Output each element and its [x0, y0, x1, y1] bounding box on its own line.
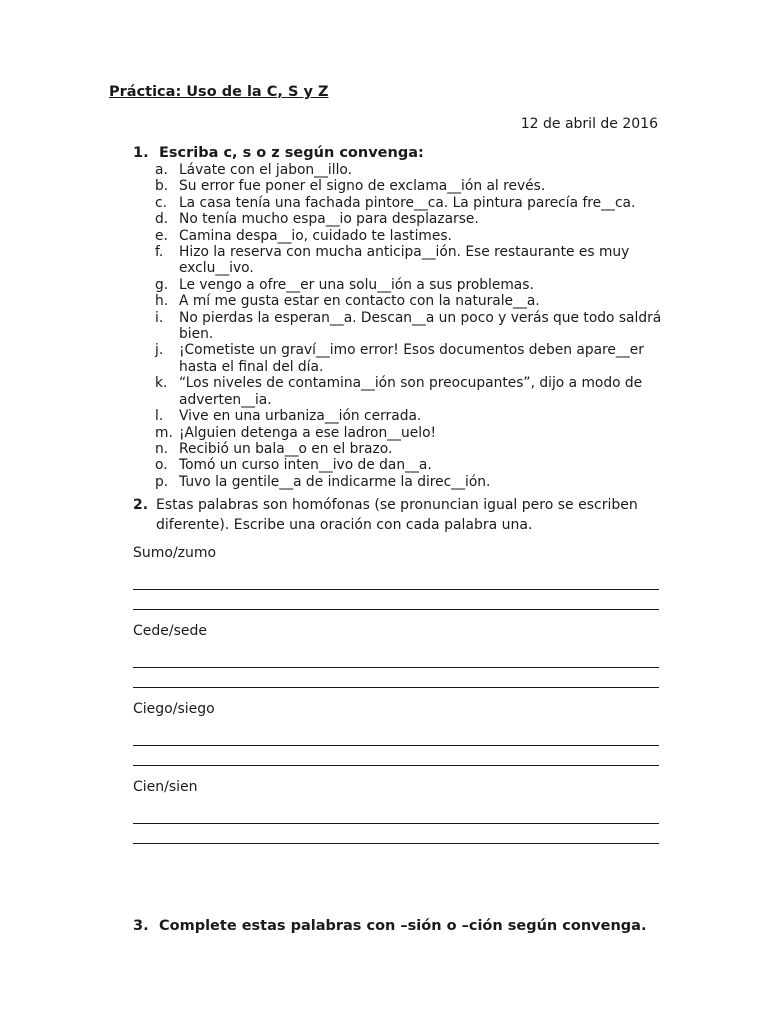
question-2	[133, 495, 673, 535]
exercise-item	[155, 457, 665, 473]
question-1-heading	[133, 145, 424, 161]
item-letter: c.	[155, 194, 167, 211]
item-text: Recibió un bala__o en el brazo.	[179, 440, 393, 457]
question-2-number: 2.	[133, 497, 149, 513]
exercise-item	[155, 474, 665, 490]
item-text: ¡Alguien detenga a ese ladron__uelo!	[179, 424, 437, 441]
exercise-item	[155, 408, 665, 424]
answer-line[interactable]	[133, 843, 659, 844]
question-1-number: 1.	[133, 145, 149, 161]
item-letter: a.	[155, 162, 168, 178]
answer-line[interactable]	[133, 823, 659, 824]
answer-line[interactable]	[133, 667, 659, 668]
item-letter: d.	[155, 211, 169, 228]
item-text: No pierdas la esperan__a. Descan__a un poco y verás que todo saldrá bien.	[179, 309, 662, 343]
exercise-item	[155, 375, 665, 408]
question-1-text: Escriba c, s o z según convenga:	[159, 145, 424, 161]
word-pair-label: Sumo/zumo	[133, 545, 217, 561]
page-title: Práctica: Uso de la C, S y Z	[109, 84, 329, 100]
item-letter: n.	[155, 440, 169, 457]
item-text: ¡Cometiste un graví__imo error! Esos documentos deben apare__er hasta el final del día.	[179, 342, 644, 375]
exercise-item	[155, 228, 665, 244]
exercise-item	[155, 441, 665, 457]
item-letter: o.	[155, 457, 168, 474]
question-1-list	[155, 162, 665, 490]
exercise-item	[155, 277, 665, 293]
answer-line[interactable]	[133, 589, 659, 590]
question-2-text: Estas palabras son homófonas (se pronuncian igual pero se escriben diferente). Escribe una oración con cada palabra una.	[156, 497, 638, 533]
item-letter: p.	[155, 473, 169, 490]
question-3-number: 3.	[133, 918, 149, 934]
item-text: Camina despa__io, cuidado te lastimes.	[179, 227, 452, 244]
exercise-item	[155, 162, 665, 178]
date: 12 de abril de 2016	[520, 116, 658, 132]
item-text: “Los niveles de contamina__ión son preocupantes”, dijo a modo de adverten__ia.	[179, 375, 643, 408]
item-letter: g.	[155, 276, 169, 293]
item-letter: b.	[155, 178, 169, 195]
exercise-item	[155, 178, 665, 194]
item-text: Hizo la reserva con mucha anticipa__ión. Ese restaurante es muy exclu__ivo.	[179, 244, 630, 277]
item-letter: l.	[155, 408, 164, 425]
word-pair-label: Ciego/siego	[133, 701, 215, 717]
word-pair-label: Cede/sede	[133, 623, 208, 639]
item-text: Lávate con el jabon__illo.	[179, 162, 353, 178]
item-text: Tuvo la gentile__a de indicarme la direc__ión.	[179, 473, 491, 490]
item-letter: m.	[155, 424, 173, 441]
item-text: Vive en una urbaniza__ión cerrada.	[179, 408, 422, 425]
item-text: No tenía mucho espa__io para desplazarse.	[179, 211, 479, 228]
item-letter: h.	[155, 293, 169, 310]
item-text: A mí me gusta estar en contacto con la naturale__a.	[179, 293, 540, 310]
item-letter: k.	[155, 375, 168, 392]
exercise-item	[155, 211, 665, 227]
item-text: Tomó un curso inten__ivo de dan__a.	[179, 457, 432, 474]
exercise-item	[155, 293, 665, 309]
item-letter: i.	[155, 309, 164, 326]
exercise-item	[155, 244, 665, 277]
item-letter: e.	[155, 227, 168, 244]
item-letter: f.	[155, 244, 164, 261]
exercise-item	[155, 310, 665, 343]
item-letter: j.	[155, 342, 164, 359]
exercise-item	[155, 342, 665, 375]
answer-line[interactable]	[133, 687, 659, 688]
word-pair-label: Cien/sien	[133, 779, 198, 795]
question-3-text: Complete estas palabras con –sión o –ción según convenga.	[159, 918, 647, 934]
answer-line[interactable]	[133, 745, 659, 746]
item-text: Le vengo a ofre__er una solu__ión a sus problemas.	[179, 276, 534, 293]
exercise-item	[155, 425, 665, 441]
answer-line[interactable]	[133, 609, 659, 610]
question-3-heading	[133, 918, 646, 934]
item-text: Su error fue poner el signo de exclama__ión al revés.	[179, 178, 546, 195]
exercise-item	[155, 195, 665, 211]
answer-line[interactable]	[133, 765, 659, 766]
item-text: La casa tenía una fachada pintore__ca. La pintura parecía fre__ca.	[179, 194, 636, 211]
